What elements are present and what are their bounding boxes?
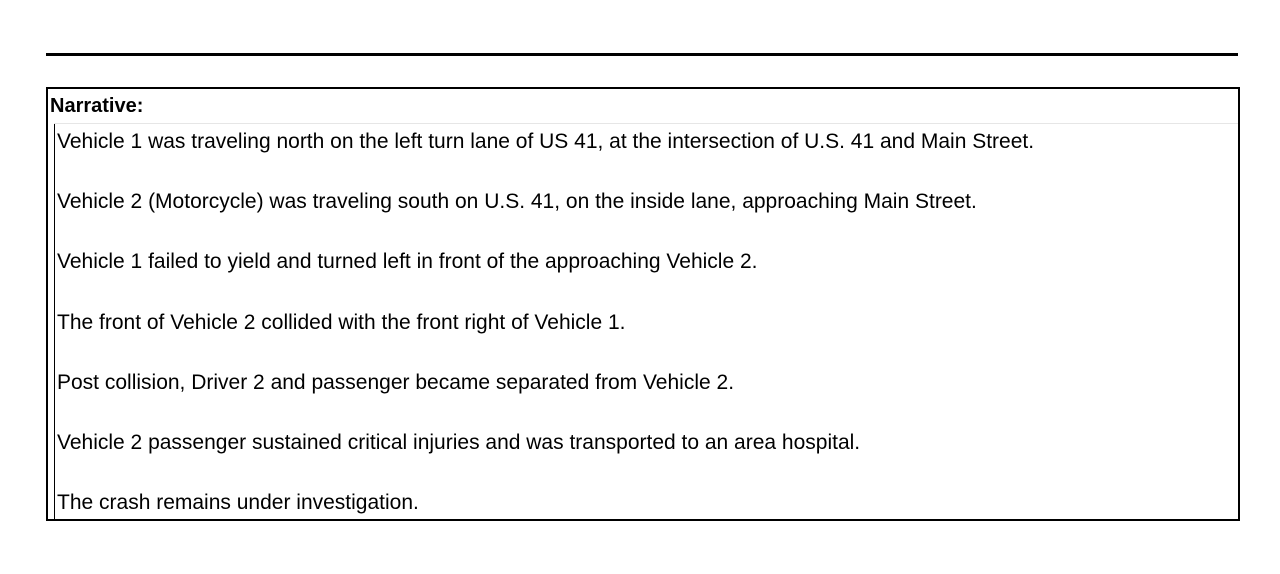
narrative-line-7: The crash remains under investigation.	[57, 491, 419, 515]
narrative-line-4: The front of Vehicle 2 collided with the front right of Vehicle 1.	[57, 310, 626, 334]
narrative-box	[46, 87, 1240, 521]
narrative-line-2: Vehicle 2 (Motorcycle) was traveling south on U.S. 41, on the inside lane, approaching Main Street.	[57, 190, 977, 214]
narrative-line-3: Vehicle 1 failed to yield and turned left in front of the approaching Vehicle 2.	[57, 250, 758, 274]
top-divider-rule	[46, 53, 1238, 56]
narrative-heading: Narrative:	[50, 95, 144, 117]
narrative-line-1: Vehicle 1 was traveling north on the left turn lane of US 41, at the intersection of U.S. 41 and Main Street.	[57, 130, 1035, 153]
narrative-line-6: Vehicle 2 passenger sustained critical injuries and was transported to an area hospital.	[57, 430, 861, 454]
heading-divider	[54, 123, 1238, 124]
narrative-left-border	[54, 124, 55, 519]
narrative-lines	[57, 127, 1034, 548]
narrative-line-5: Post collision, Driver 2 and passenger became separated from Vehicle 2.	[57, 370, 735, 394]
